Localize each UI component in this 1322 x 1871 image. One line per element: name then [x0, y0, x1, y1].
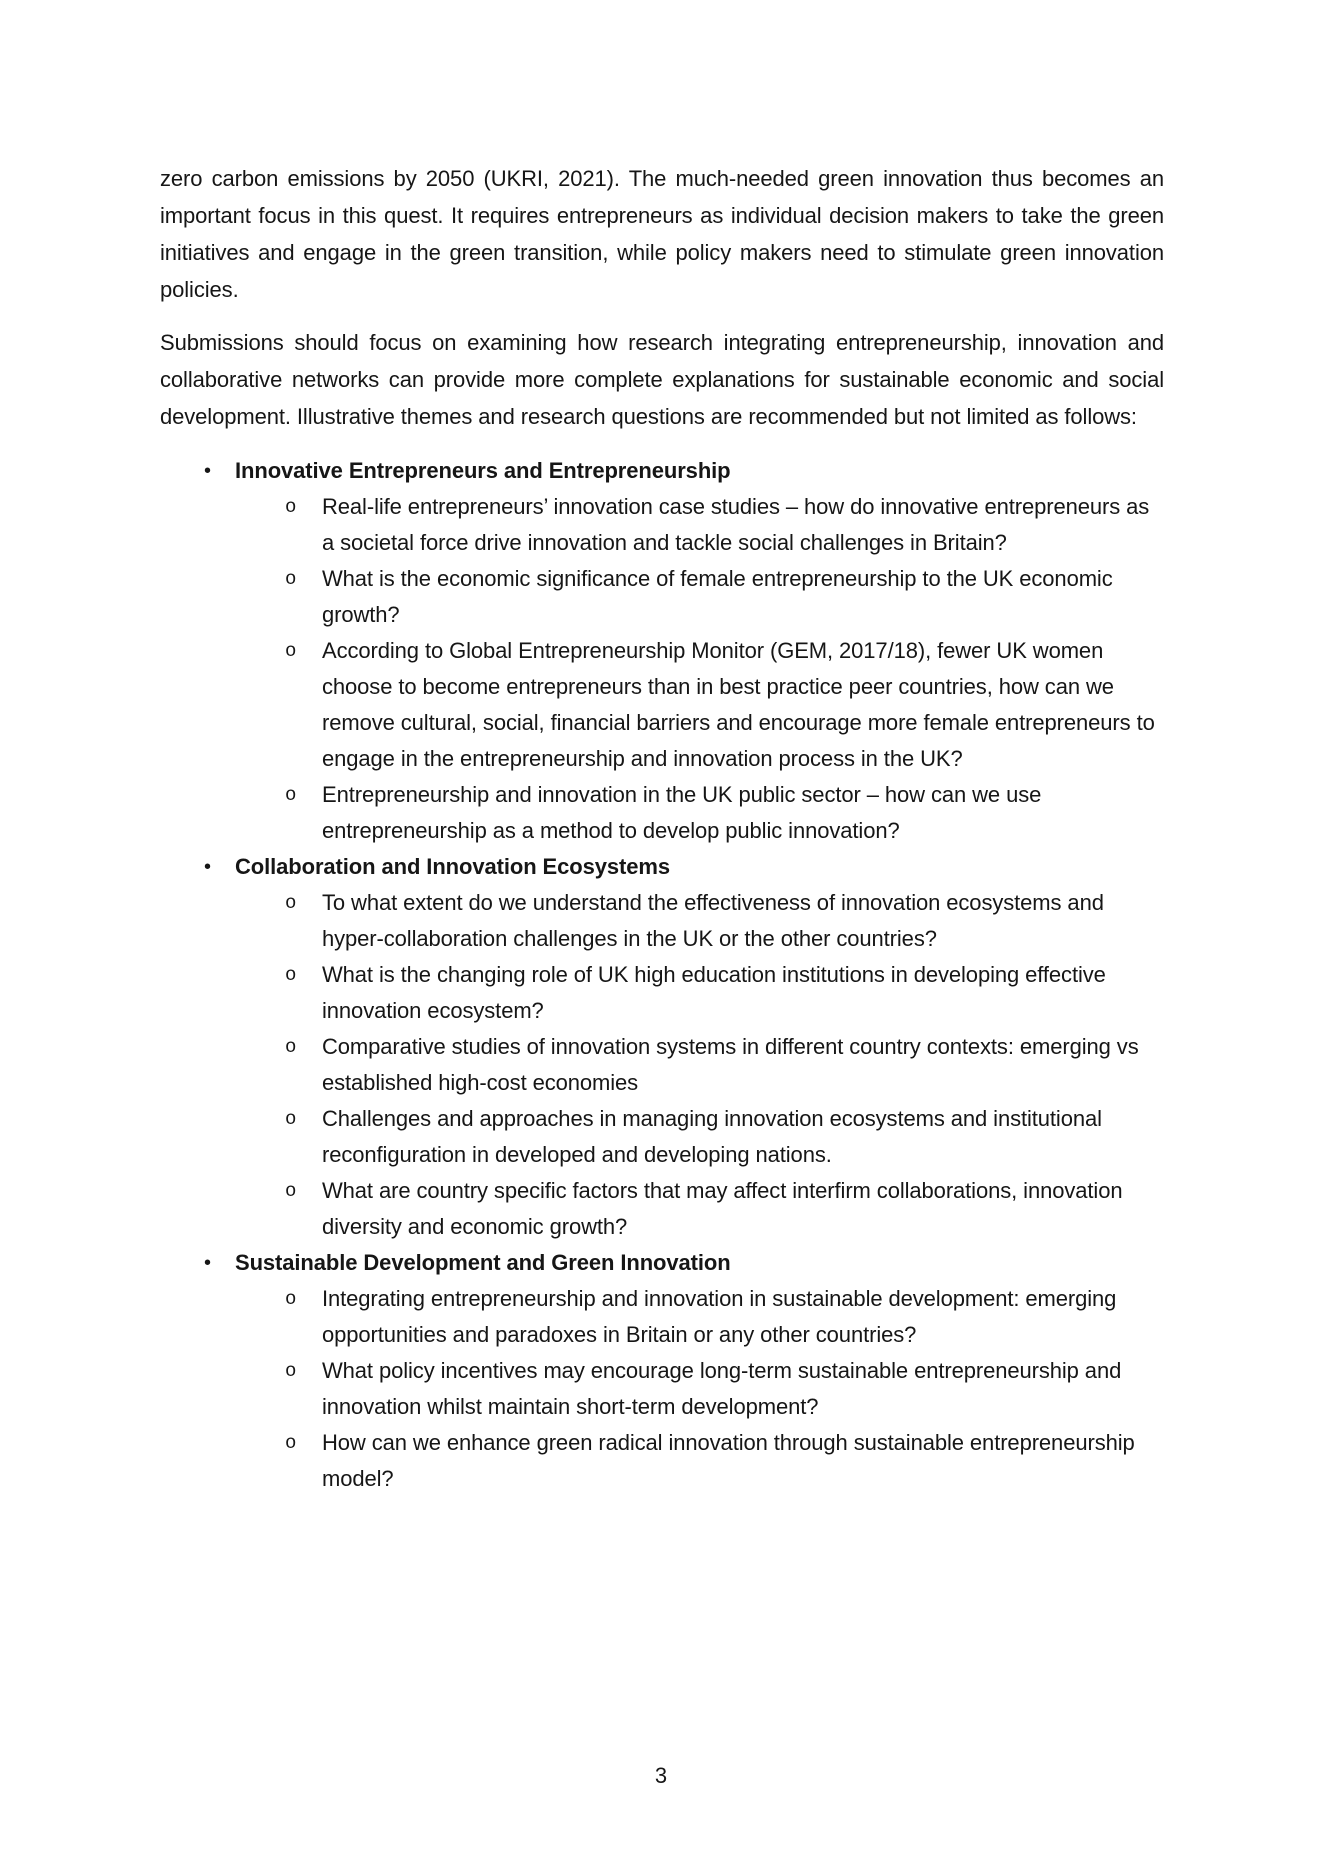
circle-bullet-icon: o: [285, 1360, 297, 1382]
bullet-icon: •: [204, 460, 211, 482]
list-item-text: According to Global Entrepreneurship Monitor (GEM, 2017/18), fewer UK women choose to become entrepreneurs than in best practice peer countries, how can we remove cultural, social, financial barriers and encourage more female entrepreneurs to engage in the entrepreneurship and innovation process in the UK?: [322, 638, 1155, 771]
list-item: [160, 1425, 1164, 1497]
list-item-text: Challenges and approaches in managing innovation ecosystems and institutional reconfiguration in developed and developing nations.: [322, 1106, 1102, 1167]
bullet-icon: •: [204, 856, 211, 878]
theme-title: Collaboration and Innovation Ecosystems: [235, 854, 670, 879]
list-item: [160, 1353, 1164, 1425]
page-number: 3: [654, 1763, 668, 1788]
bullet-icon: •: [204, 1252, 211, 1274]
list-item-text: What policy incentives may encourage long-term sustainable entrepreneurship and innovation whilst maintain short-term development?: [322, 1358, 1122, 1419]
theme-title: Innovative Entrepreneurs and Entrepreneurship: [235, 458, 731, 483]
list-item: [160, 561, 1164, 633]
list-item-text: What are country specific factors that may affect interfirm collaborations, innovation diversity and economic growth?: [322, 1178, 1123, 1239]
list-item-text: What is the economic significance of female entrepreneurship to the UK economic growth?: [322, 566, 1113, 627]
circle-bullet-icon: o: [285, 784, 297, 806]
circle-bullet-icon: o: [285, 1288, 297, 1310]
circle-bullet-icon: o: [285, 1180, 297, 1202]
circle-bullet-icon: o: [285, 496, 297, 518]
circle-bullet-icon: o: [285, 1036, 297, 1058]
circle-bullet-icon: o: [285, 1108, 297, 1130]
list-item: [160, 777, 1164, 849]
circle-bullet-icon: o: [285, 964, 297, 986]
list-item: [160, 1101, 1164, 1173]
list-item-text: How can we enhance green radical innovation through sustainable entrepreneurship model?: [322, 1430, 1135, 1491]
list-item-text: Entrepreneurship and innovation in the UK public sector – how can we use entrepreneurship as a method to develop public innovation?: [322, 782, 1042, 843]
circle-bullet-icon: o: [285, 568, 297, 590]
list-item: [160, 885, 1164, 957]
paragraph: zero carbon emissions by 2050 (UKRI, 2021). The much-needed green innovation thus becomes an important focus in this quest. It requires entrepreneurs as individual decision makers to take the green initiatives and engage in the green transition, while policy makers need to stimulate green innovation policies.: [160, 166, 1164, 302]
list-item: [160, 633, 1164, 777]
page-content: [160, 0, 1164, 1497]
list-item-text: To what extent do we understand the effectiveness of innovation ecosystems and hyper-collaboration challenges in the UK or the other countries?: [322, 890, 1104, 951]
paragraph: Submissions should focus on examining how research integrating entrepreneurship, innovation and collaborative networks can provide more complete explanations for sustainable economic and social development. Illustrative themes and research questions are recommended but not limited as follows:: [160, 330, 1164, 429]
circle-bullet-icon: o: [285, 640, 297, 662]
list-item: [160, 1173, 1164, 1245]
list-item: [160, 489, 1164, 561]
circle-bullet-icon: o: [285, 892, 297, 914]
list-item: [160, 1281, 1164, 1353]
theme-heading: [160, 453, 1164, 489]
circle-bullet-icon: o: [285, 1432, 297, 1454]
list-item-text: What is the changing role of UK high education institutions in developing effective innovation ecosystem?: [322, 962, 1106, 1023]
list-item-text: Integrating entrepreneurship and innovation in sustainable development: emerging opportunities and paradoxes in Britain or any other countries?: [322, 1286, 1117, 1347]
list-item: [160, 1029, 1164, 1101]
list-item: [160, 957, 1164, 1029]
list-item-text: Comparative studies of innovation systems in different country contexts: emerging vs established high-cost economies: [322, 1034, 1139, 1095]
theme-heading: [160, 849, 1164, 885]
theme-list: [160, 453, 1164, 1497]
list-item-text: Real-life entrepreneurs’ innovation case studies – how do innovative entrepreneurs as a societal force drive innovation and tackle social challenges in Britain?: [322, 494, 1150, 555]
theme-heading: [160, 1245, 1164, 1281]
theme-title: Sustainable Development and Green Innovation: [235, 1250, 731, 1275]
